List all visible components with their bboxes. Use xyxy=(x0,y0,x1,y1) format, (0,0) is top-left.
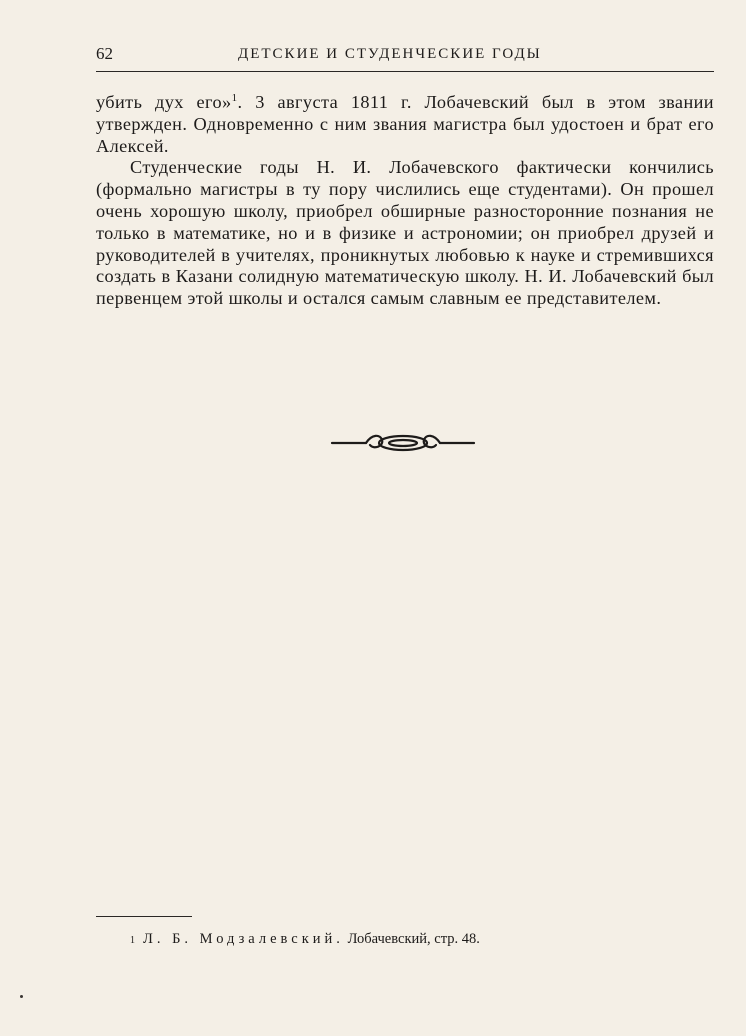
header-rule xyxy=(96,71,714,72)
paragraph-1 xyxy=(96,92,714,157)
footnote-work: Лобачевский, стр. 48. xyxy=(347,931,480,947)
page-header xyxy=(96,40,712,68)
paragraph-2: Студенческие годы Н. И. Лобачевского фактически кончились (формально магистры в ту пору числились еще студентами). Он прошел очень хорошую школу, приобрел обширные разносторонние познания не только в математике, но и в физике и астрономии; он приобрел друзей и руководителей в учителях, проникнутых любовью к науке и стремившихся создать в Казани солидную математическую школу. Н. И. Лобачевский был первенцем этой школы и остался самым славным ее представителем. xyxy=(96,157,714,309)
footnote-reference[interactable]: 1 xyxy=(231,91,238,104)
footnote-rule xyxy=(96,916,192,917)
paper-speck xyxy=(20,995,23,998)
main-text xyxy=(96,92,714,310)
page-number: 62 xyxy=(96,44,113,63)
scroll-ornament-icon xyxy=(330,430,476,456)
paragraph-1-start: убить дух его» xyxy=(96,92,232,112)
footnote-number: 1 xyxy=(130,935,135,946)
footnote-author: Л. Б. Модзалевский. xyxy=(143,931,344,947)
footnote xyxy=(130,931,480,948)
paragraph-1-rest: . 3 августа 1811 г. Лобачевский был в этом звании утвержден. Одновременно с ним звания магистра был удостоен и брат его Алексей. xyxy=(96,92,714,156)
running-head: ДЕТСКИЕ И СТУДЕНЧЕСКИЕ ГОДЫ xyxy=(238,46,542,62)
